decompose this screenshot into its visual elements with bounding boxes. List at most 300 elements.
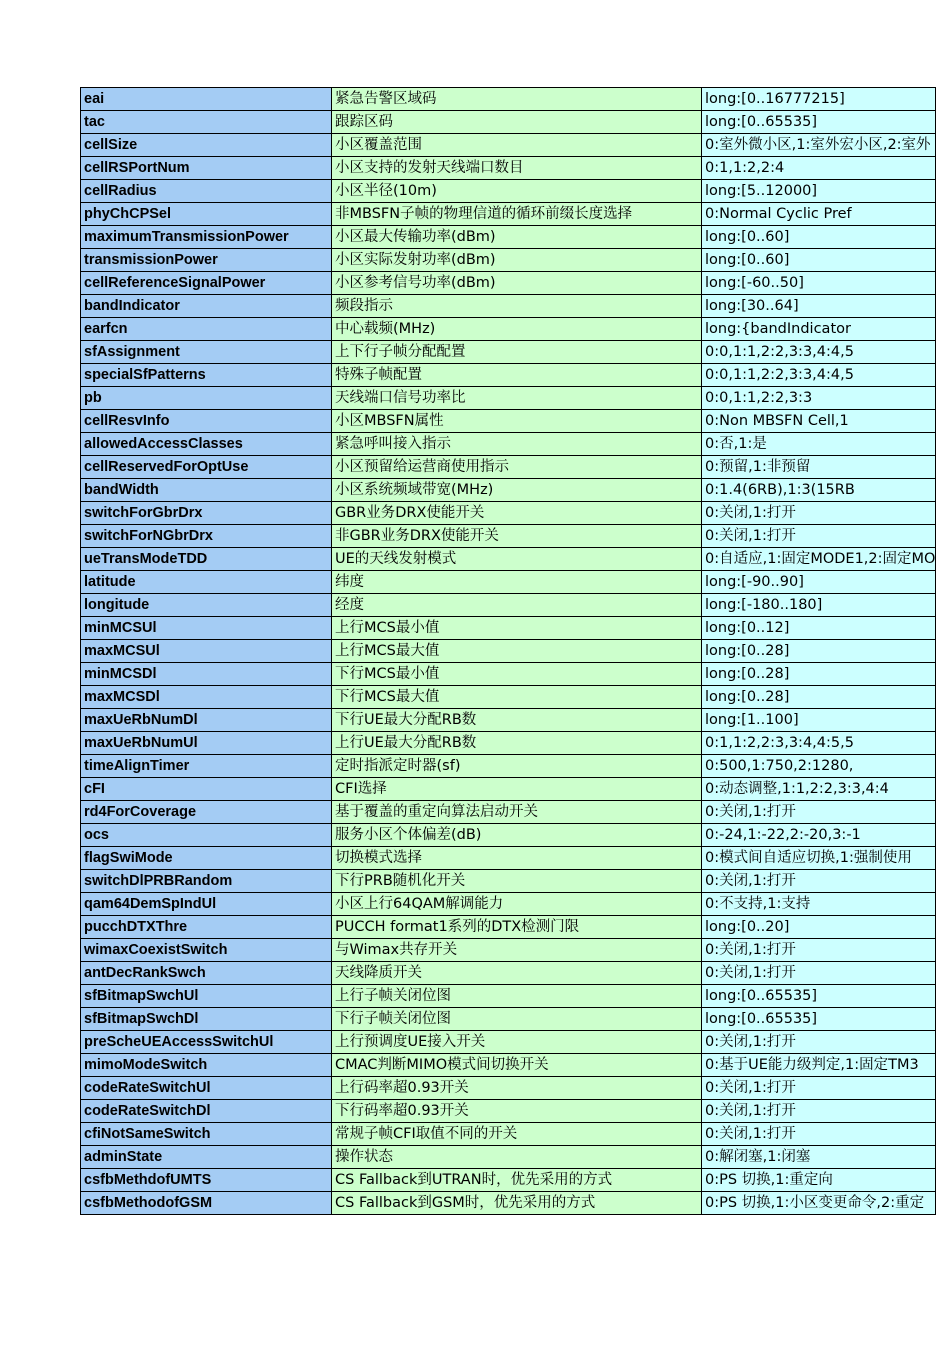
- param-description-cell: [332, 686, 702, 709]
- param-range-cell: [702, 1008, 936, 1031]
- param-name-text: tac: [84, 114, 105, 130]
- param-name-text: cellRadius: [84, 183, 157, 199]
- param-range-cell: [702, 1146, 936, 1169]
- table-row: [81, 479, 936, 502]
- table-row: [81, 226, 936, 249]
- param-description-cell: [332, 1100, 702, 1123]
- table-row: [81, 134, 936, 157]
- param-description-text: 经度: [335, 597, 364, 613]
- param-range-text: 0:关闭,1:打开: [705, 873, 796, 889]
- param-range-text: 0:关闭,1:打开: [705, 804, 796, 820]
- param-range-cell: [702, 272, 936, 295]
- param-range-text: long:[0..60]: [705, 229, 790, 245]
- param-range-text: long:{bandIndicator: [705, 321, 851, 337]
- param-name-text: maximumTransmissionPower: [84, 229, 289, 245]
- param-name-cell: [81, 341, 332, 364]
- param-range-text: long:[0..16777215]: [705, 91, 845, 107]
- param-name-text: codeRateSwitchUl: [84, 1080, 211, 1096]
- param-name-text: preScheUEAccessSwitchUl: [84, 1034, 274, 1050]
- param-range-text: 0:关闭,1:打开: [705, 942, 796, 958]
- param-name-text: sfAssignment: [84, 344, 180, 360]
- param-name-cell: [81, 134, 332, 157]
- param-description-cell: [332, 134, 702, 157]
- param-name-cell: [81, 916, 332, 939]
- param-name-text: wimaxCoexistSwitch: [84, 942, 228, 958]
- param-description-text: 基于覆盖的重定向算法启动开关: [335, 804, 538, 820]
- param-name-text: maxUeRbNumDl: [84, 712, 198, 728]
- param-name-cell: [81, 985, 332, 1008]
- param-description-cell: [332, 732, 702, 755]
- param-name-cell: [81, 295, 332, 318]
- param-range-text: 0:室外微小区,1:室外宏小区,2:室外: [705, 137, 931, 153]
- param-description-text: 天线降质开关: [335, 965, 422, 981]
- table-row: [81, 249, 936, 272]
- param-range-cell: [702, 180, 936, 203]
- table-row: [81, 180, 936, 203]
- table-row: [81, 594, 936, 617]
- param-range-text: long:[0..28]: [705, 666, 790, 682]
- param-name-cell: [81, 686, 332, 709]
- param-name-text: cFI: [84, 781, 105, 797]
- param-description-cell: [332, 502, 702, 525]
- table-row: [81, 640, 936, 663]
- param-description-text: 天线端口信号功率比: [335, 390, 466, 406]
- param-description-text: 上行MCS最大值: [335, 643, 440, 659]
- param-name-cell: [81, 111, 332, 134]
- param-range-text: 0:关闭,1:打开: [705, 1126, 796, 1142]
- param-description-cell: [332, 916, 702, 939]
- param-name-text: cfiNotSameSwitch: [84, 1126, 211, 1142]
- table-row: [81, 709, 936, 732]
- param-range-text: 0:0,1:1,2:2,3:3,4:4,5: [705, 367, 854, 383]
- table-row: [81, 962, 936, 985]
- param-range-cell: [702, 847, 936, 870]
- param-description-cell: [332, 594, 702, 617]
- param-description-cell: [332, 824, 702, 847]
- param-description-text: GBR业务DRX使能开关: [335, 505, 485, 521]
- param-range-cell: [702, 594, 936, 617]
- param-description-cell: [332, 456, 702, 479]
- param-description-text: 操作状态: [335, 1149, 393, 1165]
- param-range-text: 0:PS 切换,1:重定向: [705, 1172, 833, 1188]
- param-description-text: PUCCH format1系列的DTX检测门限: [335, 919, 580, 935]
- param-name-text: switchForNGbrDrx: [84, 528, 213, 544]
- param-name-text: ocs: [84, 827, 109, 843]
- param-range-cell: [702, 640, 936, 663]
- param-description-cell: [332, 870, 702, 893]
- param-name-cell: [81, 870, 332, 893]
- param-description-cell: [332, 433, 702, 456]
- param-range-cell: [702, 203, 936, 226]
- param-name-cell: [81, 962, 332, 985]
- table-row: [81, 870, 936, 893]
- param-description-text: 常规子帧CFI取值不同的开关: [335, 1126, 518, 1142]
- table-row: [81, 88, 936, 111]
- param-description-text: 下行码率超0.93开关: [335, 1103, 469, 1119]
- param-description-cell: [332, 801, 702, 824]
- param-range-cell: [702, 1169, 936, 1192]
- param-description-cell: [332, 617, 702, 640]
- param-description-cell: [332, 778, 702, 801]
- table-row: [81, 893, 936, 916]
- param-description-cell: [332, 1146, 702, 1169]
- param-range-cell: [702, 801, 936, 824]
- param-range-text: 0:-24,1:-22,2:-20,3:-1: [705, 827, 861, 843]
- param-description-text: 下行子帧关闭位图: [335, 1011, 451, 1027]
- param-name-cell: [81, 709, 332, 732]
- param-name-cell: [81, 157, 332, 180]
- param-range-cell: [702, 732, 936, 755]
- param-description-text: 下行MCS最大值: [335, 689, 440, 705]
- param-name-text: rd4ForCoverage: [84, 804, 197, 820]
- table-row: [81, 341, 936, 364]
- param-range-cell: [702, 249, 936, 272]
- table-row: [81, 985, 936, 1008]
- param-range-text: 0:Normal Cyclic Pref: [705, 206, 852, 222]
- table-row: [81, 272, 936, 295]
- param-description-cell: [332, 364, 702, 387]
- table-row: [81, 203, 936, 226]
- param-range-text: 0:关闭,1:打开: [705, 528, 796, 544]
- param-name-text: csfbMethodofGSM: [84, 1195, 213, 1211]
- param-description-text: 小区参考信号功率(dBm): [335, 275, 496, 291]
- table-row: [81, 525, 936, 548]
- table-row: [81, 571, 936, 594]
- param-range-text: 0:Non MBSFN Cell,1: [705, 413, 849, 429]
- param-range-cell: [702, 226, 936, 249]
- param-range-cell: [702, 893, 936, 916]
- param-description-cell: [332, 939, 702, 962]
- param-range-cell: [702, 1192, 936, 1215]
- param-description-text: 紧急告警区域码: [335, 91, 437, 107]
- param-description-cell: [332, 111, 702, 134]
- param-name-cell: [81, 1100, 332, 1123]
- param-description-cell: [332, 341, 702, 364]
- table-row: [81, 1146, 936, 1169]
- param-description-text: CMAC判断MIMO模式间切换开关: [335, 1057, 549, 1073]
- param-description-text: 跟踪区码: [335, 114, 393, 130]
- param-name-text: antDecRankSwch: [84, 965, 206, 981]
- param-name-cell: [81, 847, 332, 870]
- param-description-text: 小区最大传输功率(dBm): [335, 229, 496, 245]
- param-range-cell: [702, 318, 936, 341]
- table-row: [81, 617, 936, 640]
- param-description-text: 上行预调度UE接入开关: [335, 1034, 486, 1050]
- param-range-cell: [702, 295, 936, 318]
- param-range-text: long:[5..12000]: [705, 183, 818, 199]
- param-name-text: bandWidth: [84, 482, 159, 498]
- param-range-text: long:[-90..90]: [705, 574, 804, 590]
- table-row: [81, 732, 936, 755]
- param-description-text: 上行子帧关闭位图: [335, 988, 451, 1004]
- param-name-cell: [81, 433, 332, 456]
- table-row: [81, 433, 936, 456]
- param-name-cell: [81, 502, 332, 525]
- param-range-text: 0:不支持,1:支持: [705, 896, 811, 912]
- param-name-text: codeRateSwitchDl: [84, 1103, 211, 1119]
- param-description-cell: [332, 318, 702, 341]
- param-description-text: 切换模式选择: [335, 850, 422, 866]
- param-description-cell: [332, 847, 702, 870]
- param-description-cell: [332, 1031, 702, 1054]
- param-description-text: 小区系统频域带宽(MHz): [335, 482, 494, 498]
- param-description-text: 紧急呼叫接入指示: [335, 436, 451, 452]
- param-description-text: 非GBR业务DRX使能开关: [335, 528, 499, 544]
- param-name-cell: [81, 732, 332, 755]
- param-range-cell: [702, 709, 936, 732]
- param-name-text: sfBitmapSwchDl: [84, 1011, 199, 1027]
- param-range-cell: [702, 1100, 936, 1123]
- param-name-cell: [81, 594, 332, 617]
- param-range-text: long:[0..28]: [705, 689, 790, 705]
- param-description-cell: [332, 272, 702, 295]
- param-name-text: ueTransModeTDD: [84, 551, 208, 567]
- table-row: [81, 778, 936, 801]
- param-name-cell: [81, 1169, 332, 1192]
- param-range-cell: [702, 341, 936, 364]
- param-name-text: pb: [84, 390, 102, 406]
- param-range-cell: [702, 88, 936, 111]
- param-name-cell: [81, 663, 332, 686]
- param-name-text: cellRSPortNum: [84, 160, 190, 176]
- param-description-cell: [332, 88, 702, 111]
- param-name-text: bandIndicator: [84, 298, 180, 314]
- param-name-cell: [81, 1077, 332, 1100]
- param-name-cell: [81, 755, 332, 778]
- param-range-cell: [702, 134, 936, 157]
- table-row: [81, 1054, 936, 1077]
- param-name-cell: [81, 1008, 332, 1031]
- param-name-cell: [81, 387, 332, 410]
- param-description-text: CS Fallback到GSM时，优先采用的方式: [335, 1195, 596, 1211]
- param-description-cell: [332, 663, 702, 686]
- table-row: [81, 318, 936, 341]
- param-name-cell: [81, 893, 332, 916]
- param-name-text: switchDlPRBRandom: [84, 873, 233, 889]
- table-row: [81, 157, 936, 180]
- param-description-cell: [332, 709, 702, 732]
- param-description-text: 定时指派定时器(sf): [335, 758, 461, 774]
- param-description-cell: [332, 571, 702, 594]
- param-description-cell: [332, 410, 702, 433]
- param-description-cell: [332, 525, 702, 548]
- param-name-cell: [81, 778, 332, 801]
- param-name-text: qam64DemSpIndUl: [84, 896, 217, 912]
- param-name-text: earfcn: [84, 321, 128, 337]
- param-name-cell: [81, 1123, 332, 1146]
- table-row: [81, 1077, 936, 1100]
- param-range-text: 0:模式间自适应切换,1:强制使用: [705, 850, 912, 866]
- table-row: [81, 1123, 936, 1146]
- param-range-cell: [702, 824, 936, 847]
- table-row: [81, 410, 936, 433]
- param-range-text: long:[0..65535]: [705, 114, 818, 130]
- param-name-text: minMCSUl: [84, 620, 157, 636]
- param-name-cell: [81, 617, 332, 640]
- param-description-text: 下行UE最大分配RB数: [335, 712, 477, 728]
- param-description-cell: [332, 1077, 702, 1100]
- param-range-text: 0:预留,1:非预留: [705, 459, 811, 475]
- param-name-cell: [81, 203, 332, 226]
- param-range-cell: [702, 456, 936, 479]
- param-range-text: long:[0..12]: [705, 620, 790, 636]
- param-range-text: long:[0..20]: [705, 919, 790, 935]
- param-description-text: 上下行子帧分配配置: [335, 344, 466, 360]
- param-description-cell: [332, 1054, 702, 1077]
- param-name-cell: [81, 479, 332, 502]
- param-name-cell: [81, 180, 332, 203]
- param-description-cell: [332, 479, 702, 502]
- table-row: [81, 663, 936, 686]
- param-name-text: longitude: [84, 597, 150, 613]
- param-range-cell: [702, 686, 936, 709]
- param-description-text: CS Fallback到UTRAN时，优先采用的方式: [335, 1172, 613, 1188]
- param-range-cell: [702, 916, 936, 939]
- table-row: [81, 916, 936, 939]
- param-description-text: CFI选择: [335, 781, 387, 797]
- param-name-cell: [81, 824, 332, 847]
- table-row: [81, 387, 936, 410]
- param-name-cell: [81, 548, 332, 571]
- param-range-cell: [702, 479, 936, 502]
- param-description-cell: [332, 157, 702, 180]
- param-description-cell: [332, 962, 702, 985]
- param-range-text: long:[0..28]: [705, 643, 790, 659]
- param-range-cell: [702, 525, 936, 548]
- param-name-text: allowedAccessClasses: [84, 436, 243, 452]
- table-row: [81, 1169, 936, 1192]
- parameter-table-body: [81, 88, 936, 1215]
- param-name-cell: [81, 410, 332, 433]
- param-name-text: eai: [84, 91, 105, 107]
- table-row: [81, 364, 936, 387]
- param-name-text: cellResvInfo: [84, 413, 170, 429]
- param-description-text: 服务小区个体偏差(dB): [335, 827, 482, 843]
- param-range-cell: [702, 778, 936, 801]
- param-range-cell: [702, 870, 936, 893]
- param-name-text: minMCSDl: [84, 666, 157, 682]
- param-description-text: 上行UE最大分配RB数: [335, 735, 477, 751]
- param-range-text: 0:自适应,1:固定MODE1,2:固定MO: [705, 551, 936, 567]
- param-range-text: 0:解闭塞,1:闭塞: [705, 1149, 811, 1165]
- param-description-text: 小区MBSFN属性: [335, 413, 444, 429]
- param-range-text: long:[0..60]: [705, 252, 790, 268]
- param-description-text: UE的天线发射模式: [335, 551, 457, 567]
- param-name-cell: [81, 456, 332, 479]
- param-name-cell: [81, 1146, 332, 1169]
- param-range-cell: [702, 663, 936, 686]
- param-description-cell: [332, 203, 702, 226]
- param-description-text: 小区支持的发射天线端口数目: [335, 160, 524, 176]
- param-name-cell: [81, 364, 332, 387]
- param-description-text: 频段指示: [335, 298, 393, 314]
- param-range-text: 0:否,1:是: [705, 436, 767, 452]
- table-row: [81, 111, 936, 134]
- param-name-cell: [81, 801, 332, 824]
- param-range-cell: [702, 111, 936, 134]
- param-range-cell: [702, 1054, 936, 1077]
- param-range-cell: [702, 571, 936, 594]
- param-description-text: 小区覆盖范围: [335, 137, 422, 153]
- table-row: [81, 847, 936, 870]
- param-range-text: 0:PS 切换,1:小区变更命令,2:重定: [705, 1195, 925, 1211]
- param-description-text: 上行MCS最小值: [335, 620, 440, 636]
- param-name-text: phyChCPSel: [84, 206, 172, 222]
- param-description-text: 小区实际发射功率(dBm): [335, 252, 496, 268]
- param-description-text: 下行PRB随机化开关: [335, 873, 466, 889]
- table-row: [81, 1192, 936, 1215]
- param-name-text: pucchDTXThre: [84, 919, 188, 935]
- param-description-cell: [332, 387, 702, 410]
- param-name-cell: [81, 525, 332, 548]
- table-row: [81, 824, 936, 847]
- param-description-text: 纬度: [335, 574, 364, 590]
- param-range-text: long:[-60..50]: [705, 275, 804, 291]
- param-name-text: csfbMethdofUMTS: [84, 1172, 212, 1188]
- param-name-text: timeAlignTimer: [84, 758, 190, 774]
- param-description-text: 与Wimax共存开关: [335, 942, 458, 958]
- param-description-cell: [332, 1008, 702, 1031]
- param-name-text: switchForGbrDrx: [84, 505, 203, 521]
- param-description-text: 非MBSFN子帧的物理信道的循环前缀长度选择: [335, 206, 633, 222]
- param-range-cell: [702, 985, 936, 1008]
- parameter-table: [80, 87, 936, 1215]
- param-range-text: 0:基于UE能力级判定,1:固定TM3: [705, 1057, 919, 1073]
- param-description-text: 小区上行64QAM解调能力: [335, 896, 504, 912]
- param-range-cell: [702, 617, 936, 640]
- param-description-cell: [332, 640, 702, 663]
- param-range-text: 0:1.4(6RB),1:3(15RB: [705, 482, 855, 498]
- param-range-text: 0:1,1:2,2:4: [705, 160, 785, 176]
- table-row: [81, 295, 936, 318]
- param-range-cell: [702, 1077, 936, 1100]
- param-description-cell: [332, 548, 702, 571]
- param-range-text: 0:动态调整,1:1,2:2,3:3,4:4: [705, 781, 889, 797]
- param-range-text: long:[0..65535]: [705, 988, 818, 1004]
- table-row: [81, 502, 936, 525]
- param-range-text: 0:关闭,1:打开: [705, 1080, 796, 1096]
- param-range-text: 0:关闭,1:打开: [705, 1034, 796, 1050]
- param-range-text: 0:500,1:750,2:1280,: [705, 758, 854, 774]
- param-description-cell: [332, 295, 702, 318]
- table-row: [81, 801, 936, 824]
- table-row: [81, 686, 936, 709]
- param-name-text: sfBitmapSwchUl: [84, 988, 199, 1004]
- param-description-text: 小区半径(10m): [335, 183, 437, 199]
- param-range-text: 0:1,1:2,2:3,3:4,4:5,5: [705, 735, 854, 751]
- param-name-cell: [81, 318, 332, 341]
- param-range-cell: [702, 387, 936, 410]
- param-name-text: maxMCSDl: [84, 689, 160, 705]
- param-range-cell: [702, 1123, 936, 1146]
- param-name-cell: [81, 939, 332, 962]
- param-name-text: mimoModeSwitch: [84, 1057, 208, 1073]
- param-range-text: long:[0..65535]: [705, 1011, 818, 1027]
- param-name-cell: [81, 1054, 332, 1077]
- param-description-text: 上行码率超0.93开关: [335, 1080, 469, 1096]
- param-range-cell: [702, 502, 936, 525]
- param-range-cell: [702, 755, 936, 778]
- param-description-cell: [332, 180, 702, 203]
- param-name-cell: [81, 640, 332, 663]
- param-range-cell: [702, 548, 936, 571]
- param-range-cell: [702, 433, 936, 456]
- table-row: [81, 755, 936, 778]
- param-description-cell: [332, 249, 702, 272]
- param-range-cell: [702, 157, 936, 180]
- table-row: [81, 456, 936, 479]
- param-name-text: cellReservedForOptUse: [84, 459, 249, 475]
